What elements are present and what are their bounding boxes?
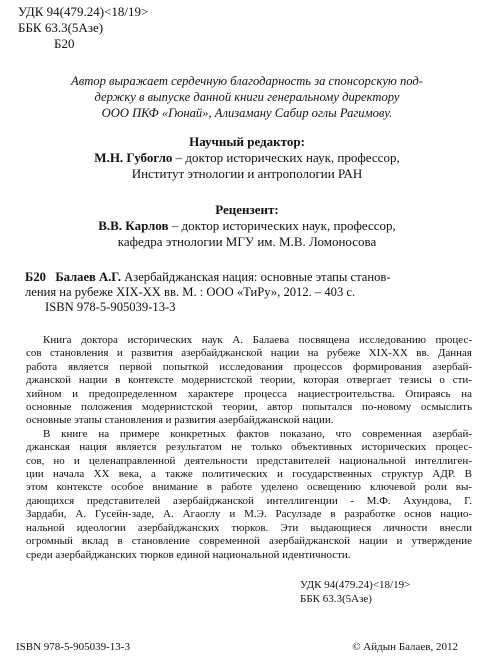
annotation-line: хийном и предопределенном характере процесса нациестроительства. Опираясь на <box>26 387 472 400</box>
annotation-line: дающихся представителей азербайджанской интеллигенции - М.Ф. Ахундова, Г. <box>26 494 472 507</box>
editor-line <box>0 150 494 166</box>
footer-isbn: ISBN 978-5-905039-13-3 <box>16 641 130 653</box>
acknowledgement-line: ООО ПКФ «Гюнай», Ализаману Сабир оглы Рагимову. <box>101 106 393 120</box>
annotation-line: сов становления и развития азербайджанской нации на рубеже XIX-XX вв. Данная <box>26 347 472 360</box>
editor-block <box>0 134 494 182</box>
bib-title: Азербайджанская нация: основные этапы станов- <box>121 270 391 284</box>
reviewer-heading: Рецензент: <box>215 202 279 217</box>
reviewer-name: В.В. Карлов <box>98 218 169 233</box>
annotation-line: джанской нации в контексте модернистской теории, которая отвергает тезисы о сти- <box>26 374 472 387</box>
annotation-line: В книге на примере конкретных фактов показано, что современная азербай- <box>43 427 472 440</box>
acknowledgement-line: держку в выпуске данной книги генеральному директору <box>94 90 400 104</box>
annotation-line: основные положения модернистской теории, автор попытался по-новому осмыслить <box>26 401 472 414</box>
annotation-line: Зардаби, А. Гусейн-заде, А. Агаоглу и М.Э. Расулзаде в разработке основ нацио- <box>26 508 472 521</box>
annotation-line: работа является первой попыткой исследования процессов формирования азербай- <box>26 360 472 373</box>
udk-code: УДК 94(479.24)<18/19> <box>18 4 149 19</box>
reviewer-line <box>0 218 494 234</box>
author-mark: Б20 <box>54 36 75 51</box>
acknowledgement <box>14 73 480 121</box>
annotation-line: нальной идеологии азербайджанских тюрков. Эти выдающиеся личности внесли <box>26 521 472 534</box>
annotation-line: основные этапы становления и развития азербайджанской нации. <box>26 414 334 427</box>
annotation-line: джанская нация является результатом не только объективных исторических процес- <box>26 441 472 454</box>
reviewer-institution: кафедра этнологии МГУ им. М.В. Ломоносова <box>117 234 377 249</box>
footer-bbk-code: ББК 63.3(5Азе) <box>300 593 372 605</box>
bib-publication: ления на рубеже XIX-XX вв. М. : ООО «ТиРу», 2012. – 403 с. <box>25 285 356 299</box>
annotation-line: огромный вклад в становление современной азербайджанской нации и утверждение <box>26 535 472 548</box>
annotation-line: ции начала XX века, а также политических и государственных структур АДР. В <box>26 468 472 481</box>
editor-name: М.Н. Губогло <box>94 150 173 165</box>
bib-code: Б20 <box>25 270 46 284</box>
editor-institution: Институт этнологии и антропологии РАН <box>131 166 363 181</box>
annotation-line: среди азербайджанских тюрков единой национальной идентичности. <box>26 548 351 561</box>
bbk-code: ББК 63.3(5Азе) <box>18 20 104 35</box>
copyright: © Айдын Балаев, 2012 <box>352 641 458 653</box>
annotation-line: этом контексте особое внимание в работе уделено освещению ключевой роли вы- <box>26 481 472 494</box>
editor-heading: Научный редактор: <box>189 134 305 149</box>
annotation <box>26 334 472 562</box>
bib-isbn: ISBN 978-5-905039-13-3 <box>45 300 176 314</box>
footer-udk-code: УДК 94(479.24)<18/19> <box>300 579 411 591</box>
bib-author: Балаев А.Г. <box>55 270 121 284</box>
bibliographic-record <box>25 270 473 315</box>
editor-credentials: – доктор исторических наук, профессор, <box>172 150 400 165</box>
acknowledgement-line: Автор выражает сердечную благодарность за спонсорскую под- <box>71 74 423 88</box>
annotation-line: Книга доктора исторических наук А. Балаева посвящена исследованию процес- <box>43 334 472 346</box>
annotation-line: сов, но и целенаправленной деятельности представителей национальной интеллиген- <box>26 454 472 467</box>
reviewer-credentials: – доктор исторических наук, профессор, <box>168 218 396 233</box>
reviewer-block <box>0 202 494 250</box>
